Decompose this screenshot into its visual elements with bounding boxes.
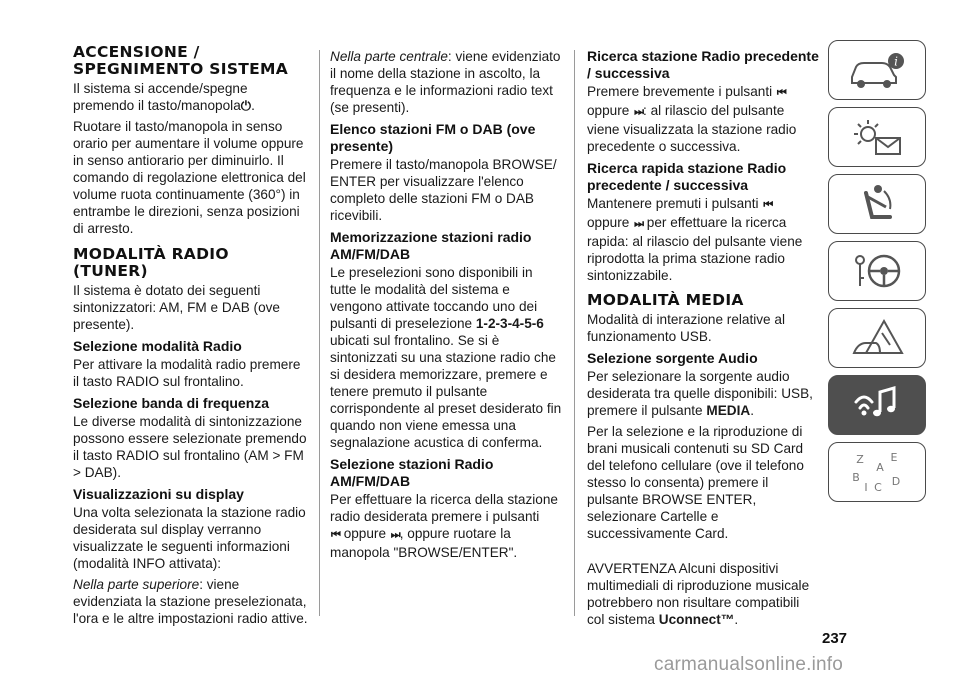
tab-roadside-emergency[interactable]: [828, 308, 926, 368]
steering-key-icon: [846, 248, 908, 294]
watermark[interactable]: carmanualsonline.info: [654, 654, 844, 675]
car-info-icon: [846, 47, 908, 93]
paragraph: Nella parte centrale: viene evidenziato il nome della stazione in ascolto, la frequenza e le informazioni radio text (se presenti).: [330, 49, 561, 115]
column-divider: [319, 50, 320, 616]
next-track-icon: ⏭: [634, 106, 643, 118]
subheading: Elenco stazioni FM o DAB (ove presente): [330, 121, 536, 154]
subheading: Ricerca stazione Radio precedente / successiva: [587, 48, 819, 81]
chapter-sidebar: [828, 40, 926, 509]
prev-track-icon: ⏮: [763, 199, 772, 211]
paragraph: Il sistema è dotato dei seguenti sintonizzatori: AM, FM e DAB (ove presente).: [73, 283, 280, 332]
next-track-icon: ⏭: [634, 218, 643, 230]
subheading: Selezione modalità Radio: [73, 338, 242, 354]
index-icon: [846, 449, 908, 495]
paragraph: Modalità di interazione relative al funzionamento USB.: [587, 312, 785, 344]
power-icon: ⏻: [240, 98, 252, 113]
paragraph: Premere brevemente i pulsanti ⏮ oppure ⏭: al rilascio del pulsante viene visualizzata la stazione radio precedente o successiva.: [587, 84, 797, 154]
paragraph: Le diverse modalità di sintonizzazione possono essere selezionate premendo il tasto RADIO sul frontalino (AM > FM > DAB).: [73, 414, 307, 480]
tab-index[interactable]: [828, 442, 926, 502]
index-letter: D: [891, 475, 901, 488]
index-letter: E: [890, 451, 898, 464]
tab-car-info[interactable]: [828, 40, 926, 100]
prev-track-icon: ⏮: [331, 529, 339, 541]
page-number: 237: [822, 630, 848, 647]
section-heading-media: MODALITÀ MEDIA: [587, 291, 744, 309]
warning-lights-icon: [846, 114, 908, 160]
tab-warning-lights[interactable]: [828, 107, 926, 167]
section-heading-power: ACCENSIONE / SPEGNIMENTO SISTEMA: [73, 43, 289, 78]
paragraph: Per attivare la modalità radio premere il tasto RADIO sul frontalino.: [73, 357, 301, 389]
roadside-emergency-icon: [846, 315, 908, 361]
warning-paragraph: AVVERTENZA Alcuni dispositivi multimediali di riproduzione musicale potrebbero non risultare compatibili col sistema Uconnect™.: [587, 561, 810, 627]
paragraph: Ruotare il tasto/manopola in senso orario per aumentare il volume oppure in senso antiorario per diminuirlo. Il comando di regolazione elettronica del volume ruota continuamente (360°) in entrambe le direzioni, senza posizioni di arresto.: [73, 119, 306, 236]
multimedia-icon: [846, 382, 908, 428]
paragraph: Le preselezioni sono disponibili in tutte le modalità del sistema e vengono attivate toccando uno dei pulsanti di preselezione 1-2-3-4-5-6 ubicati sul frontalino. Se si è sintonizzati su una stazione radio che si desidera memorizzare, premere e tenere premuto il pulsante corrispondente al preset desiderato fin quando non viene emessa una segnalazione acustica di conferma.: [330, 265, 562, 450]
subheading: Selezione banda di frequenza: [73, 395, 270, 411]
index-letter: B: [852, 471, 860, 484]
subheading: Ricerca rapida stazione Radio precedente / successiva: [587, 160, 787, 193]
paragraph: Per selezionare la sorgente audio desiderata tra quelle disponibili: USB, premere il pulsante MEDIA.: [587, 369, 813, 418]
seat-safety-icon: [846, 181, 908, 227]
paragraph: Una volta selezionata la stazione radio desiderata sul display verranno visualizzate le seguenti informazioni (modalità INFO attivata):: [73, 505, 306, 571]
paragraph: Il sistema si accende/spegne premendo il tasto/manopola⏻.: [73, 81, 255, 113]
paragraph: Nella parte superiore: viene evidenziata la stazione preselezionata, l'ora e le altre impostazioni radio attive.: [73, 577, 308, 626]
paragraph: Per effettuare la ricerca della stazione radio desiderata premere i pulsanti ⏮ oppure ⏭, oppure ruotare la manopola "BROWSE/ENTER".: [330, 492, 558, 560]
tab-seat-safety[interactable]: [828, 174, 926, 234]
tab-steering-key[interactable]: [828, 241, 926, 301]
subheading: Selezione sorgente Audio: [587, 350, 758, 366]
column-1: [73, 44, 309, 627]
index-letter: Z: [856, 453, 864, 466]
svg-text:i: i: [894, 54, 898, 69]
column-2: [330, 48, 562, 561]
paragraph: Mantenere premuti i pulsanti ⏮ oppure ⏭ per effettuare la ricerca rapida: al rilascio del pulsante viene riprodotta la prima stazione radio sintonizzabile.: [587, 196, 803, 283]
prev-track-icon: ⏮: [776, 87, 785, 99]
subheading: Memorizzazione stazioni radio AM/FM/DAB: [330, 229, 532, 262]
paragraph: Premere il tasto/manopola BROWSE/ ENTER per visualizzare l'elenco completo delle stazioni FM o DAB ricevibili.: [330, 157, 557, 223]
preset-buttons-label: 1-2-3-4-5-6: [475, 316, 544, 331]
column-divider: [574, 50, 575, 616]
subheading: Visualizzazioni su display: [73, 486, 244, 502]
next-track-icon: ⏭: [390, 529, 399, 541]
index-letter: I: [864, 481, 868, 494]
subheading: Selezione stazioni Radio AM/FM/DAB: [330, 456, 494, 489]
index-letter: C: [874, 481, 882, 494]
index-letter: A: [876, 461, 884, 474]
tab-multimedia[interactable]: [828, 375, 926, 435]
section-heading-radio: MODALITÀ RADIO (TUNER): [73, 245, 229, 280]
column-3: [587, 48, 819, 628]
paragraph: Per la selezione e la riproduzione di brani musicali contenuti su SD Card del telefono cellulare (ove il telefono stesso lo consenta) premere il pulsante BROWSE ENTER, selezionare Cartelle e successivamente Card.: [587, 424, 804, 541]
